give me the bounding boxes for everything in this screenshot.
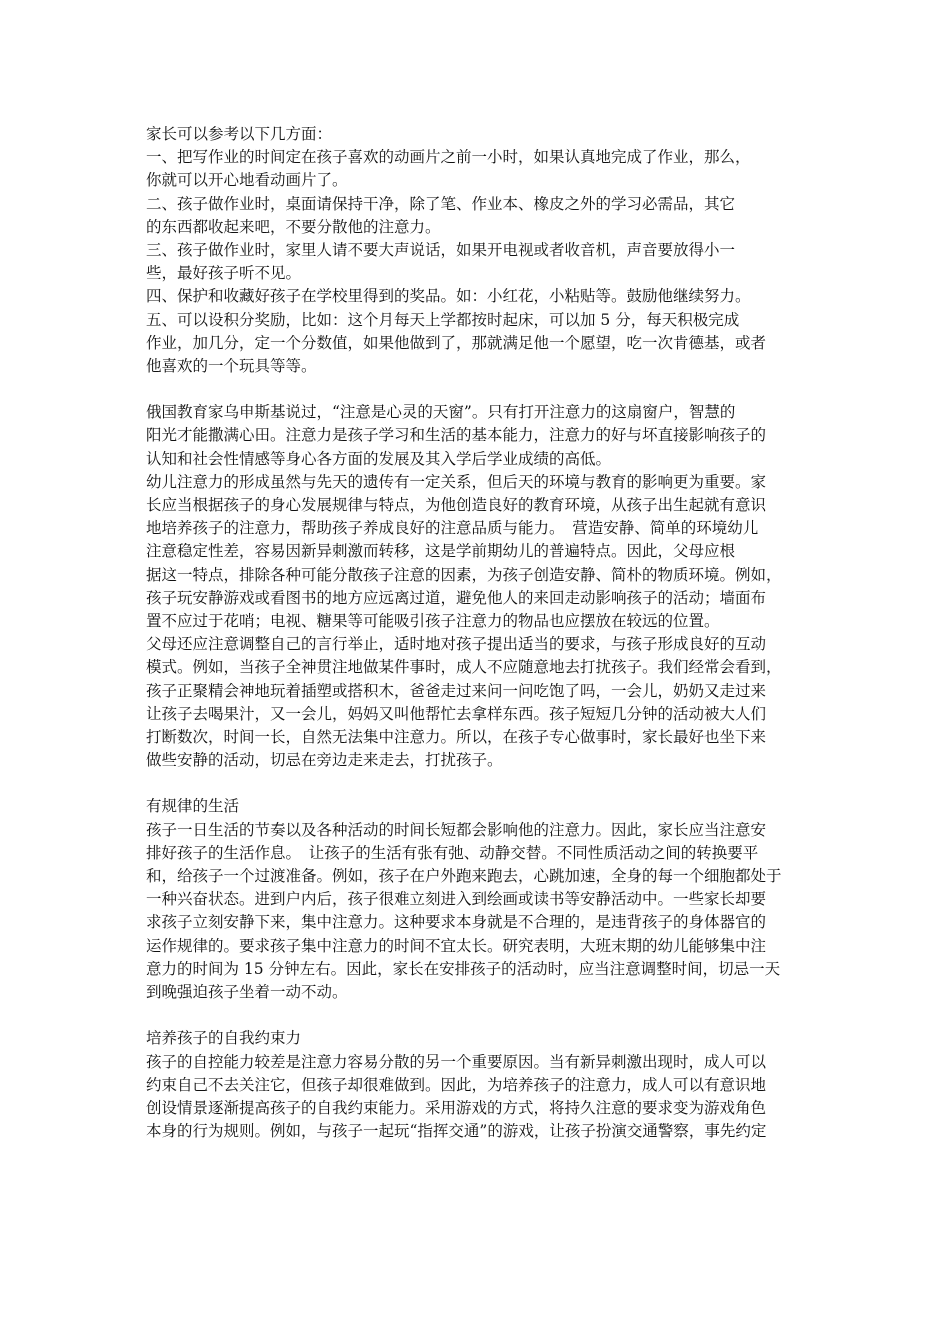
text-line: 意力的时间为 15 分钟左右。因此，家长在安排孩子的活动时，应当注意调整时间，切忌一天 xyxy=(146,959,781,978)
paragraph-spacer xyxy=(146,772,814,795)
text-line: 地培养孩子的注意力，帮助孩子养成良好的注意品质与能力。 营造安静、简单的环境幼儿 xyxy=(146,519,759,538)
text-line: 长应当根据孩子的身心发展规律与特点，为他创造良好的教育环境，从孩子出生起就有意识 xyxy=(146,496,767,514)
text-line: 模式。例如，当孩子全神贯注地做某件事时，成人不应随意地去打扰孩子。我们经常会看到， xyxy=(146,658,782,677)
text-line: 本身的行为规则。例如，与孩子一起玩“指挥交通”的游戏，让孩子扮演交通警察，事先约定 xyxy=(146,1122,767,1141)
text-line: 一、把写作业的时间定在孩子喜欢的动画片之前一小时，如果认真地完成了作业，那么， xyxy=(146,148,751,167)
text-line: 创设情景逐渐提高孩子的自我约束能力。采用游戏的方式，将持久注意的要求变为游戏角色 xyxy=(146,1098,767,1117)
tips-section xyxy=(146,123,814,378)
section-heading: 有规律的生活 xyxy=(146,797,240,816)
routine-section xyxy=(146,795,814,1004)
text-line: 让孩子去喝果汁，又一会儿，妈妈又叫他帮忙去拿样东西。孩子短短几分钟的活动被大人们 xyxy=(146,704,767,723)
document-page xyxy=(146,123,814,1143)
text-line: 一种兴奋状态。进到户内后，孩子很难立刻进入到绘画或读书等安静活动中。一些家长却要 xyxy=(146,890,767,909)
paragraph-spacer xyxy=(146,378,814,401)
text-line: 父母还应注意调整自己的言行举止，适时地对孩子提出适当的要求，与孩子形成良好的互动 xyxy=(146,635,767,654)
text-line: 些，最好孩子听不见。 xyxy=(146,264,302,283)
text-line: 到晚强迫孩子坐着一动不动。 xyxy=(146,982,348,1001)
text-line: 的东西都收起来吧，不要分散他的注意力。 xyxy=(146,217,441,236)
text-line: 幼儿注意力的形成虽然与先天的遗传有一定关系，但后天的环境与教育的影响更为重要。家 xyxy=(146,472,767,491)
text-line: 注意稳定性差，容易因新异刺激而转移，这是学前期幼儿的普遍特点。因此，父母应根 xyxy=(146,542,736,561)
section-heading: 培养孩子的自我约束力 xyxy=(146,1029,302,1048)
text-line: 阳光才能撒满心田。注意力是孩子学习和生活的基本能力，注意力的好与坏直接影响孩子的 xyxy=(146,426,767,445)
text-line: 置不应过于花哨；电视、糖果等可能吸引孩子注意力的物品也应摆放在较远的位置。 xyxy=(146,611,720,630)
text-line: 四、保护和收藏好孩子在学校里得到的奖品。如：小红花，小粘贴等。鼓励他继续努力。 xyxy=(146,287,751,306)
text-line: 和，给孩子一个过渡准备。例如，孩子在户外跑来跑去，心跳加速，全身的每一个细胞都处于 xyxy=(146,867,782,885)
text-line: 约束自己不去关注它，但孩子却很难做到。因此，为培养孩子的注意力，成人可以有意识地 xyxy=(146,1075,767,1094)
text-line: 排好孩子的生活作息。 让孩子的生活有张有弛、动静交替。不同性质活动之间的转换要平 xyxy=(146,843,759,862)
text-line: 认知和社会性情感等身心各方面的发展及其入学后学业成绩的高低。 xyxy=(146,449,612,468)
text-line: 运作规律的。要求孩子集中注意力的时间不宜太长。研究表明，大班末期的幼儿能够集中注 xyxy=(146,936,767,955)
text-line: 俄国教育家乌申斯基说过，“注意是心灵的天窗”。只有打开注意力的这扇窗户，智慧的 xyxy=(146,403,736,422)
text-line: 五、可以设积分奖励，比如：这个月每天上学都按时起床，可以加 5 分，每天积极完成 xyxy=(146,310,740,329)
text-line: 他喜欢的一个玩具等等。 xyxy=(146,356,317,375)
text-line: 家长可以参考以下几方面： xyxy=(146,125,333,143)
paragraph-spacer xyxy=(146,1004,814,1027)
text-line: 三、孩子做作业时，家里人请不要大声说话，如果开电视或者收音机，声音要放得小一 xyxy=(146,240,736,259)
self-control-section xyxy=(146,1027,814,1143)
text-line: 孩子一日生活的节奏以及各种活动的时间长短都会影响他的注意力。因此，家长应当注意安 xyxy=(146,820,767,839)
intro-section xyxy=(146,401,814,772)
text-line: 据这一特点，排除各种可能分散孩子注意的因素，为孩子创造安静、简朴的物质环境。例如， xyxy=(146,565,782,584)
text-line: 作业，加几分，定一个分数值，如果他做到了，那就满足他一个愿望，吃一次肯德基，或者 xyxy=(146,333,767,352)
text-line: 孩子玩安静游戏或看图书的地方应远离过道，避免他人的来回走动影响孩子的活动；墙面布 xyxy=(146,588,767,607)
text-line: 孩子正聚精会神地玩着插塑或搭积木，爸爸走过来问一问吃饱了吗，一会儿，奶奶又走过来 xyxy=(146,681,767,700)
text-line: 求孩子立刻安静下来，集中注意力。这种要求本身就是不合理的，是违背孩子的身体器官的 xyxy=(146,913,767,932)
text-line: 你就可以开心地看动画片了。 xyxy=(146,171,348,190)
text-line: 二、孩子做作业时，桌面请保持干净，除了笔、作业本、橡皮之外的学习必需品，其它 xyxy=(146,194,736,213)
text-line: 孩子的自控能力较差是注意力容易分散的另一个重要原因。当有新异刺激出现时，成人可以 xyxy=(146,1052,767,1071)
text-line: 打断数次，时间一长，自然无法集中注意力。所以，在孩子专心做事时，家长最好也坐下来 xyxy=(146,727,767,746)
text-line: 做些安静的活动，切忌在旁边走来走去，打扰孩子。 xyxy=(146,751,503,770)
